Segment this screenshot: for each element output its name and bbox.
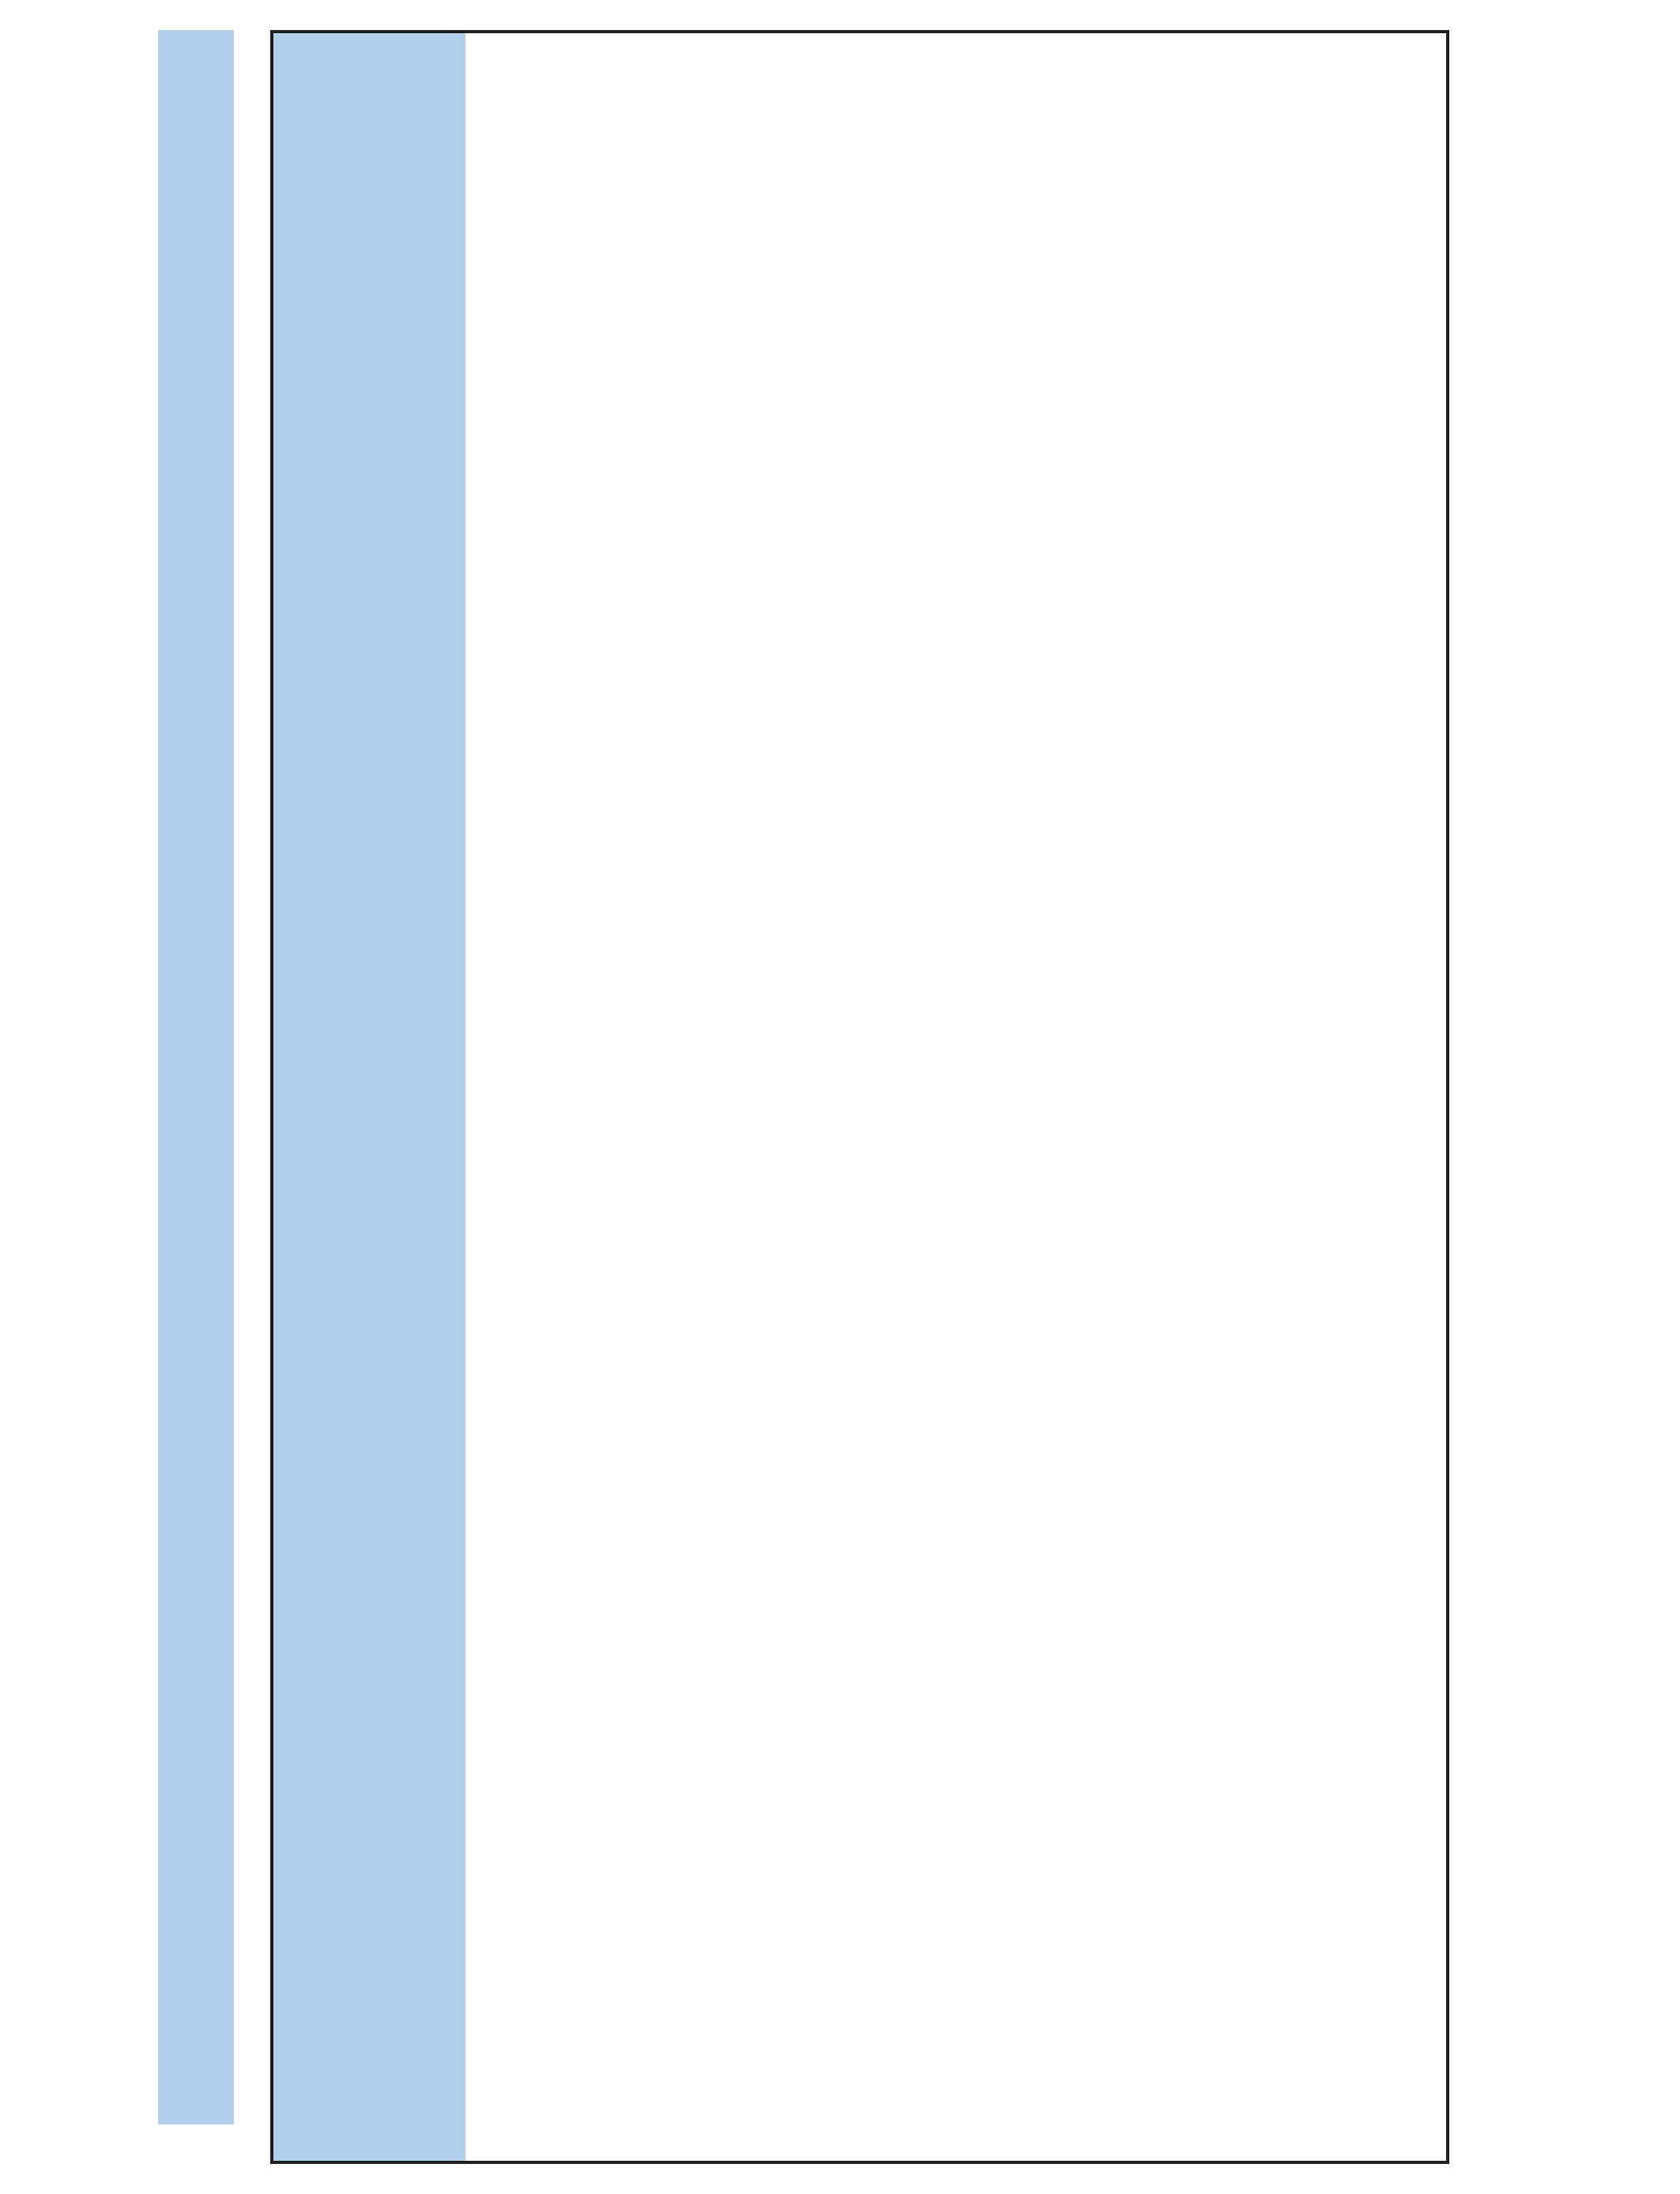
page-title [158, 30, 234, 2124]
report-table [270, 30, 1449, 2164]
date-subtitle [234, 30, 273, 2124]
table-border [270, 30, 1449, 2164]
